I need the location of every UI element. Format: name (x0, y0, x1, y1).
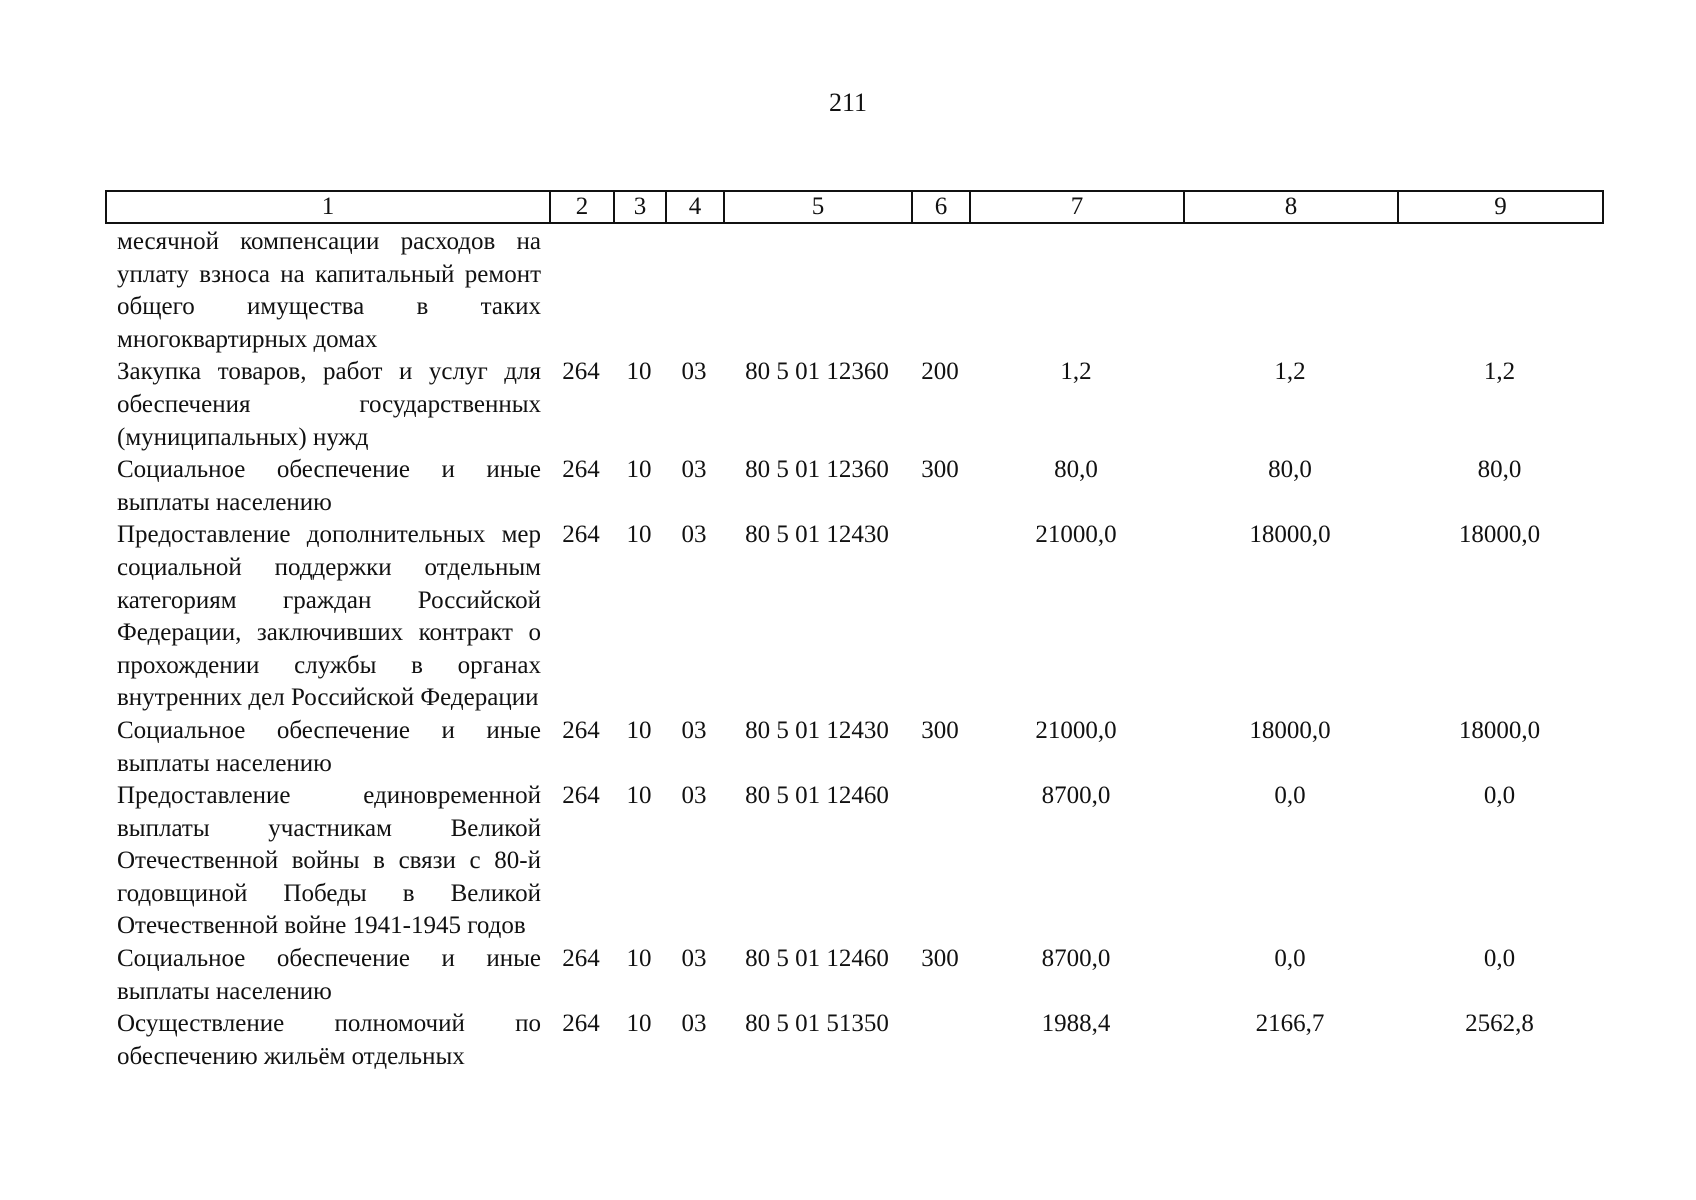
row-target-article: 80 5 01 12430 (745, 716, 889, 744)
row-subsection: 03 (681, 945, 707, 973)
row-description: Социальное обеспечение и иные выплаты населению (117, 456, 541, 516)
row-target-article: 80 5 01 12360 (745, 456, 889, 484)
budget-table-body (105, 226, 1602, 1073)
row-target-article: 80 5 01 12360 (745, 358, 889, 386)
table-row (105, 715, 1602, 780)
column-header-6: 6 (912, 191, 970, 223)
row-expense-type (911, 226, 969, 356)
row-ministry-code: 264 (562, 716, 600, 744)
table-header (105, 190, 1604, 224)
row-expense-type (911, 780, 969, 943)
row-description: Закупка товаров, работ и услуг для обеспечения государственных (муниципальных) нужд (117, 358, 541, 451)
row-section (613, 226, 665, 356)
row-section: 10 (626, 521, 652, 549)
row-subsection: 03 (681, 716, 707, 744)
table-row (105, 780, 1602, 943)
row-description: Предоставление единовременной выплаты участникам Великой Отечественной войны в связи с 80-й годовщиной Победы в Великой Отечественной войне 1941-1945 годов (117, 782, 541, 940)
table-row (105, 943, 1602, 1008)
row-description: Предоставление дополнительных мер социальной поддержки отдельным категориям граждан Российской Федерации, заключивших контракт о прохождении службы в органах внутренних дел Российской Федерации (117, 521, 541, 712)
row-ministry-code: 264 (562, 945, 600, 973)
row-subsection: 03 (681, 782, 707, 810)
row-section: 10 (626, 716, 652, 744)
row-amount-col9: 2562,8 (1465, 1010, 1534, 1038)
row-expense-type (911, 1008, 969, 1073)
row-amount-col9: 80,0 (1477, 456, 1522, 484)
row-target-article (723, 226, 911, 356)
table-row (105, 1008, 1602, 1073)
row-amount-col7: 1988,4 (1041, 1010, 1111, 1038)
row-section: 10 (626, 1010, 652, 1038)
row-amount-col8: 18000,0 (1249, 521, 1331, 549)
row-ministry-code: 264 (562, 358, 600, 386)
row-amount-col9 (1397, 226, 1602, 356)
row-expense-type: 200 (921, 358, 959, 386)
column-header-5: 5 (724, 191, 912, 223)
row-expense-type (911, 519, 969, 715)
column-header-7: 7 (970, 191, 1184, 223)
row-amount-col8: 80,0 (1268, 456, 1312, 484)
row-amount-col8 (1183, 226, 1397, 356)
column-header-4: 4 (666, 191, 724, 223)
row-target-article: 80 5 01 12460 (745, 945, 889, 973)
row-description: Осуществление полномочий по обеспечению жильём отдельных (117, 1010, 541, 1070)
column-header-3: 3 (614, 191, 666, 223)
row-amount-col7: 21000,0 (1035, 716, 1117, 744)
row-amount-col7: 1,2 (1060, 358, 1092, 386)
row-target-article: 80 5 01 51350 (745, 1010, 889, 1038)
row-section: 10 (626, 782, 652, 810)
row-description: Социальное обеспечение и иные выплаты населению (117, 945, 541, 1005)
row-amount-col8: 0,0 (1274, 945, 1306, 973)
row-ministry-code: 264 (562, 782, 600, 810)
row-amount-col7: 8700,0 (1041, 945, 1111, 973)
row-expense-type: 300 (921, 716, 959, 744)
row-description: месячной компенсации расходов на уплату взноса на капитальный ремонт общего имущества в таких многоквартирных домах (117, 228, 541, 353)
row-subsection: 03 (681, 521, 707, 549)
row-amount-col8: 18000,0 (1249, 716, 1331, 744)
row-amount-col7 (969, 226, 1183, 356)
row-amount-col7: 80,0 (1054, 456, 1098, 484)
row-ministry-code: 264 (562, 456, 600, 484)
row-amount-col9: 1,2 (1483, 358, 1516, 386)
row-subsection: 03 (681, 456, 707, 484)
table-row (105, 519, 1602, 715)
row-amount-col8: 0,0 (1274, 782, 1306, 810)
table-row (105, 356, 1602, 454)
table-row (105, 454, 1602, 519)
row-target-article: 80 5 01 12460 (745, 782, 889, 810)
row-subsection: 03 (681, 1010, 707, 1038)
row-ministry-code: 264 (562, 521, 600, 549)
column-header-1: 1 (106, 191, 550, 223)
row-expense-type: 300 (921, 456, 959, 484)
row-amount-col9: 0,0 (1483, 782, 1516, 810)
row-amount-col8: 1,2 (1274, 358, 1306, 386)
row-subsection (665, 226, 723, 356)
row-section: 10 (626, 456, 652, 484)
row-amount-col7: 21000,0 (1035, 521, 1117, 549)
row-amount-col8: 2166,7 (1255, 1010, 1325, 1038)
row-target-article: 80 5 01 12430 (745, 521, 889, 549)
row-amount-col9: 18000,0 (1458, 716, 1541, 744)
row-description: Социальное обеспечение и иные выплаты населению (117, 716, 541, 777)
row-section: 10 (626, 945, 652, 973)
row-amount-col9: 18000,0 (1458, 521, 1541, 549)
row-section: 10 (626, 358, 652, 386)
row-amount-col9: 0,0 (1483, 945, 1516, 973)
page-number: 211 (828, 88, 868, 117)
row-ministry-code (549, 226, 613, 356)
row-ministry-code: 264 (562, 1010, 600, 1038)
row-subsection: 03 (681, 358, 707, 386)
column-header-2: 2 (550, 191, 614, 223)
column-header-8: 8 (1184, 191, 1398, 223)
table-row (105, 226, 1602, 356)
row-amount-col7: 8700,0 (1041, 782, 1111, 810)
column-header-9: 9 (1398, 191, 1603, 223)
row-expense-type: 300 (921, 945, 959, 973)
